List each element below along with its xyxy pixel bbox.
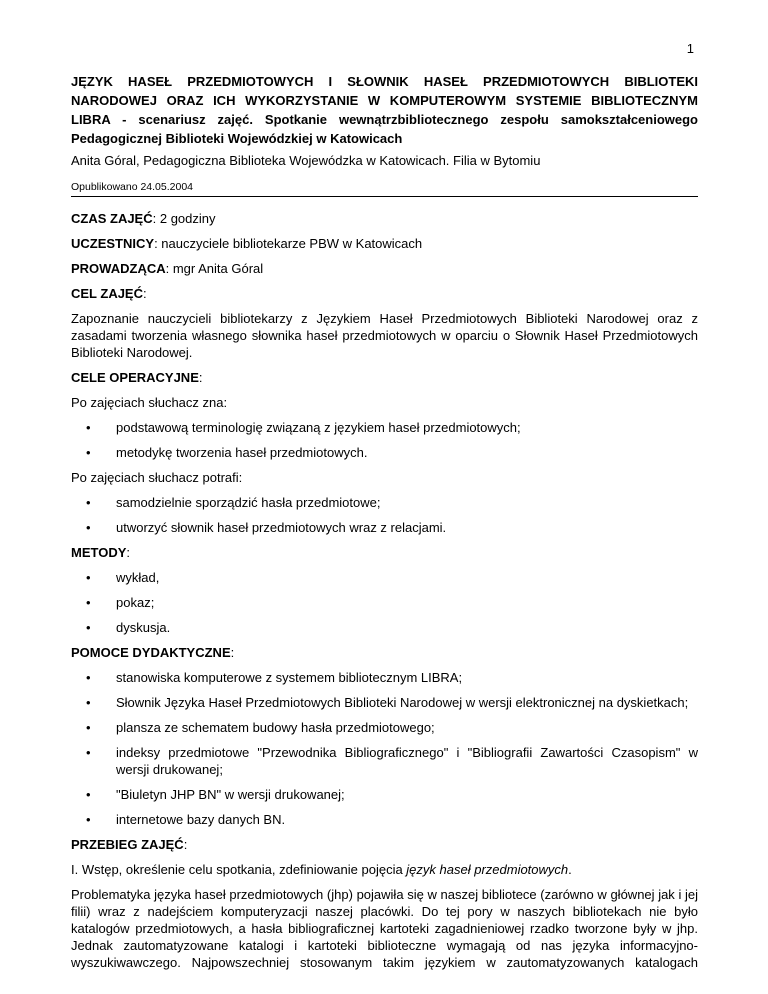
przebieg-suffix: : <box>183 837 188 852</box>
list-item-text: plansza ze schematem budowy hasła przedmiotowego; <box>116 720 435 735</box>
przebieg-paragraph: Problematyka języka haseł przedmiotowych (jhp) pojawiła się w naszej bibliotece (zarówno w głównej jak i jej filii) wraz z nadejściem komputeryzacji naszej placówki. Do tej pory w naszych bibliotekach nie było katalogów przedmiotowych, a hasła bibliograficznej kartoteki zagadnieniowej rzadko tworzone były w jhp. Jednak zautomatyzowane katalogi i kartoteki biblioteczne wymagają od nas języka informacyjno-wyszukiwawczego. Najpowszechniej stosowanym takim językiem w zautomatyzowanych katalogach <box>71 887 698 970</box>
list-item <box>71 694 698 711</box>
list-item-text: wykład, <box>116 570 160 585</box>
bullet-icon: • <box>86 720 91 735</box>
bullet-icon: • <box>86 787 91 802</box>
list-item <box>71 594 698 611</box>
bullet-icon: • <box>86 495 91 510</box>
cel-label: CEL ZAJĘĆ <box>71 286 143 301</box>
step-1-end: . <box>568 862 572 877</box>
bullet-icon: • <box>86 570 91 585</box>
document-body <box>71 72 698 979</box>
zna-intro: Po zajęciach słuchacz zna: <box>71 395 228 410</box>
list-item-text: utworzyć słownik haseł przedmiotowych wraz z relacjami. <box>116 520 447 535</box>
bullet-icon: • <box>86 670 91 685</box>
list-item-text: internetowe bazy danych BN. <box>116 812 286 827</box>
list-item <box>71 719 698 736</box>
list-item <box>71 619 698 636</box>
metody-suffix: : <box>126 545 131 560</box>
potrafi-intro: Po zajęciach słuchacz potrafi: <box>71 470 243 485</box>
uczestnicy-label: UCZESTNICY <box>71 236 155 251</box>
list-item <box>71 811 698 828</box>
prowadzaca-value: : mgr Anita Góral <box>165 261 264 276</box>
list-item-text: stanowiska komputerowe z systemem bibliotecznym LIBRA; <box>116 670 463 685</box>
list-item <box>71 494 698 511</box>
przebieg-label: PRZEBIEG ZAJĘĆ <box>71 837 184 852</box>
pomoce-label: POMOCE DYDAKTYCZNE <box>71 645 231 660</box>
step-1-term: język haseł przedmiotowych <box>406 862 569 877</box>
list-item <box>71 744 698 778</box>
potrafi-list <box>71 494 698 536</box>
zna-list <box>71 419 698 461</box>
bullet-icon: • <box>86 445 91 460</box>
cele-operacyjne-suffix: : <box>198 370 203 385</box>
author-line: Anita Góral, Pedagogiczna Biblioteka Wojewódzka w Katowicach. Filia w Bytomiu <box>71 153 541 168</box>
list-item-text: indeksy przedmiotowe "Przewodnika Bibliograficznego" i "Bibliografii Zawartości Czasopism" w wersji drukowanej; <box>116 745 698 777</box>
pomoce-suffix: : <box>230 645 235 660</box>
list-item-text: dyskusja. <box>116 620 171 635</box>
bullet-icon: • <box>86 620 91 635</box>
list-item-text: "Biuletyn JHP BN" w wersji drukowanej; <box>116 787 345 802</box>
page-number: 1 <box>686 41 694 56</box>
pomoce-list <box>71 669 698 828</box>
metody-heading <box>71 544 698 561</box>
list-item <box>71 419 698 436</box>
czas-value: : 2 godziny <box>152 211 216 226</box>
list-item-text: podstawową terminologię związaną z językiem haseł przedmiotowych; <box>116 420 521 435</box>
bullet-icon: • <box>86 420 91 435</box>
bullet-icon: • <box>86 745 91 760</box>
prowadzaca-label: PROWADZĄCA <box>71 261 166 276</box>
cel-text: Zapoznanie nauczycieli bibliotekarzy z Językiem Haseł Przedmiotowych Biblioteki Narodowej oraz z zasadami tworzenia własnego słownika haseł przedmiotowych w oparciu o Słownik Haseł Przedmiotowych Biblioteki Narodowej. <box>71 311 698 360</box>
metody-list <box>71 569 698 636</box>
step-1-text: I. Wstęp, określenie celu spotkania, zdefiniowanie pojęcia <box>71 862 407 877</box>
list-item <box>71 669 698 686</box>
przebieg-heading <box>71 836 698 853</box>
document-title: JĘZYK HASEŁ PRZEDMIOTOWYCH I SŁOWNIK HASEŁ PRZEDMIOTOWYCH BIBLIOTEKI NARODOWEJ ORAZ ICH WYKORZYSTANIE W KOMPUTEROWYM SYSTEMIE BIBLIOTECZNYM LIBRA - scenariusz zajęć. Spotkanie wewnątrzbibliotecznego zespołu samokształceniowego Pedagogicznej Biblioteki Wojewódzkiej w Katowicach <box>71 74 698 146</box>
list-item-text: metodykę tworzenia haseł przedmiotowych. <box>116 445 368 460</box>
bullet-icon: • <box>86 812 91 827</box>
published-date: Opublikowano 24.05.2004 <box>71 180 698 197</box>
list-item-text: samodzielnie sporządzić hasła przedmiotowe; <box>116 495 381 510</box>
cele-operacyjne-label: CELE OPERACYJNE <box>71 370 199 385</box>
czas-line <box>71 210 698 227</box>
bullet-icon: • <box>86 520 91 535</box>
list-item <box>71 444 698 461</box>
cele-operacyjne-heading <box>71 369 698 386</box>
list-item <box>71 786 698 803</box>
pomoce-heading <box>71 644 698 661</box>
list-item <box>71 519 698 536</box>
prowadzaca-line <box>71 260 698 277</box>
metody-label: METODY <box>71 545 127 560</box>
przebieg-step-1 <box>71 861 698 878</box>
uczestnicy-line <box>71 235 698 252</box>
bullet-icon: • <box>86 595 91 610</box>
list-item-text: pokaz; <box>116 595 155 610</box>
bullet-icon: • <box>86 695 91 710</box>
list-item <box>71 569 698 586</box>
uczestnicy-value: : nauczyciele bibliotekarze PBW w Katowicach <box>154 236 423 251</box>
czas-label: CZAS ZAJĘĆ <box>71 211 153 226</box>
cel-suffix: : <box>143 286 147 301</box>
list-item-text: Słownik Języka Haseł Przedmiotowych Biblioteki Narodowej w wersji elektronicznej na dyskietkach; <box>116 695 689 710</box>
cel-heading <box>71 285 698 302</box>
